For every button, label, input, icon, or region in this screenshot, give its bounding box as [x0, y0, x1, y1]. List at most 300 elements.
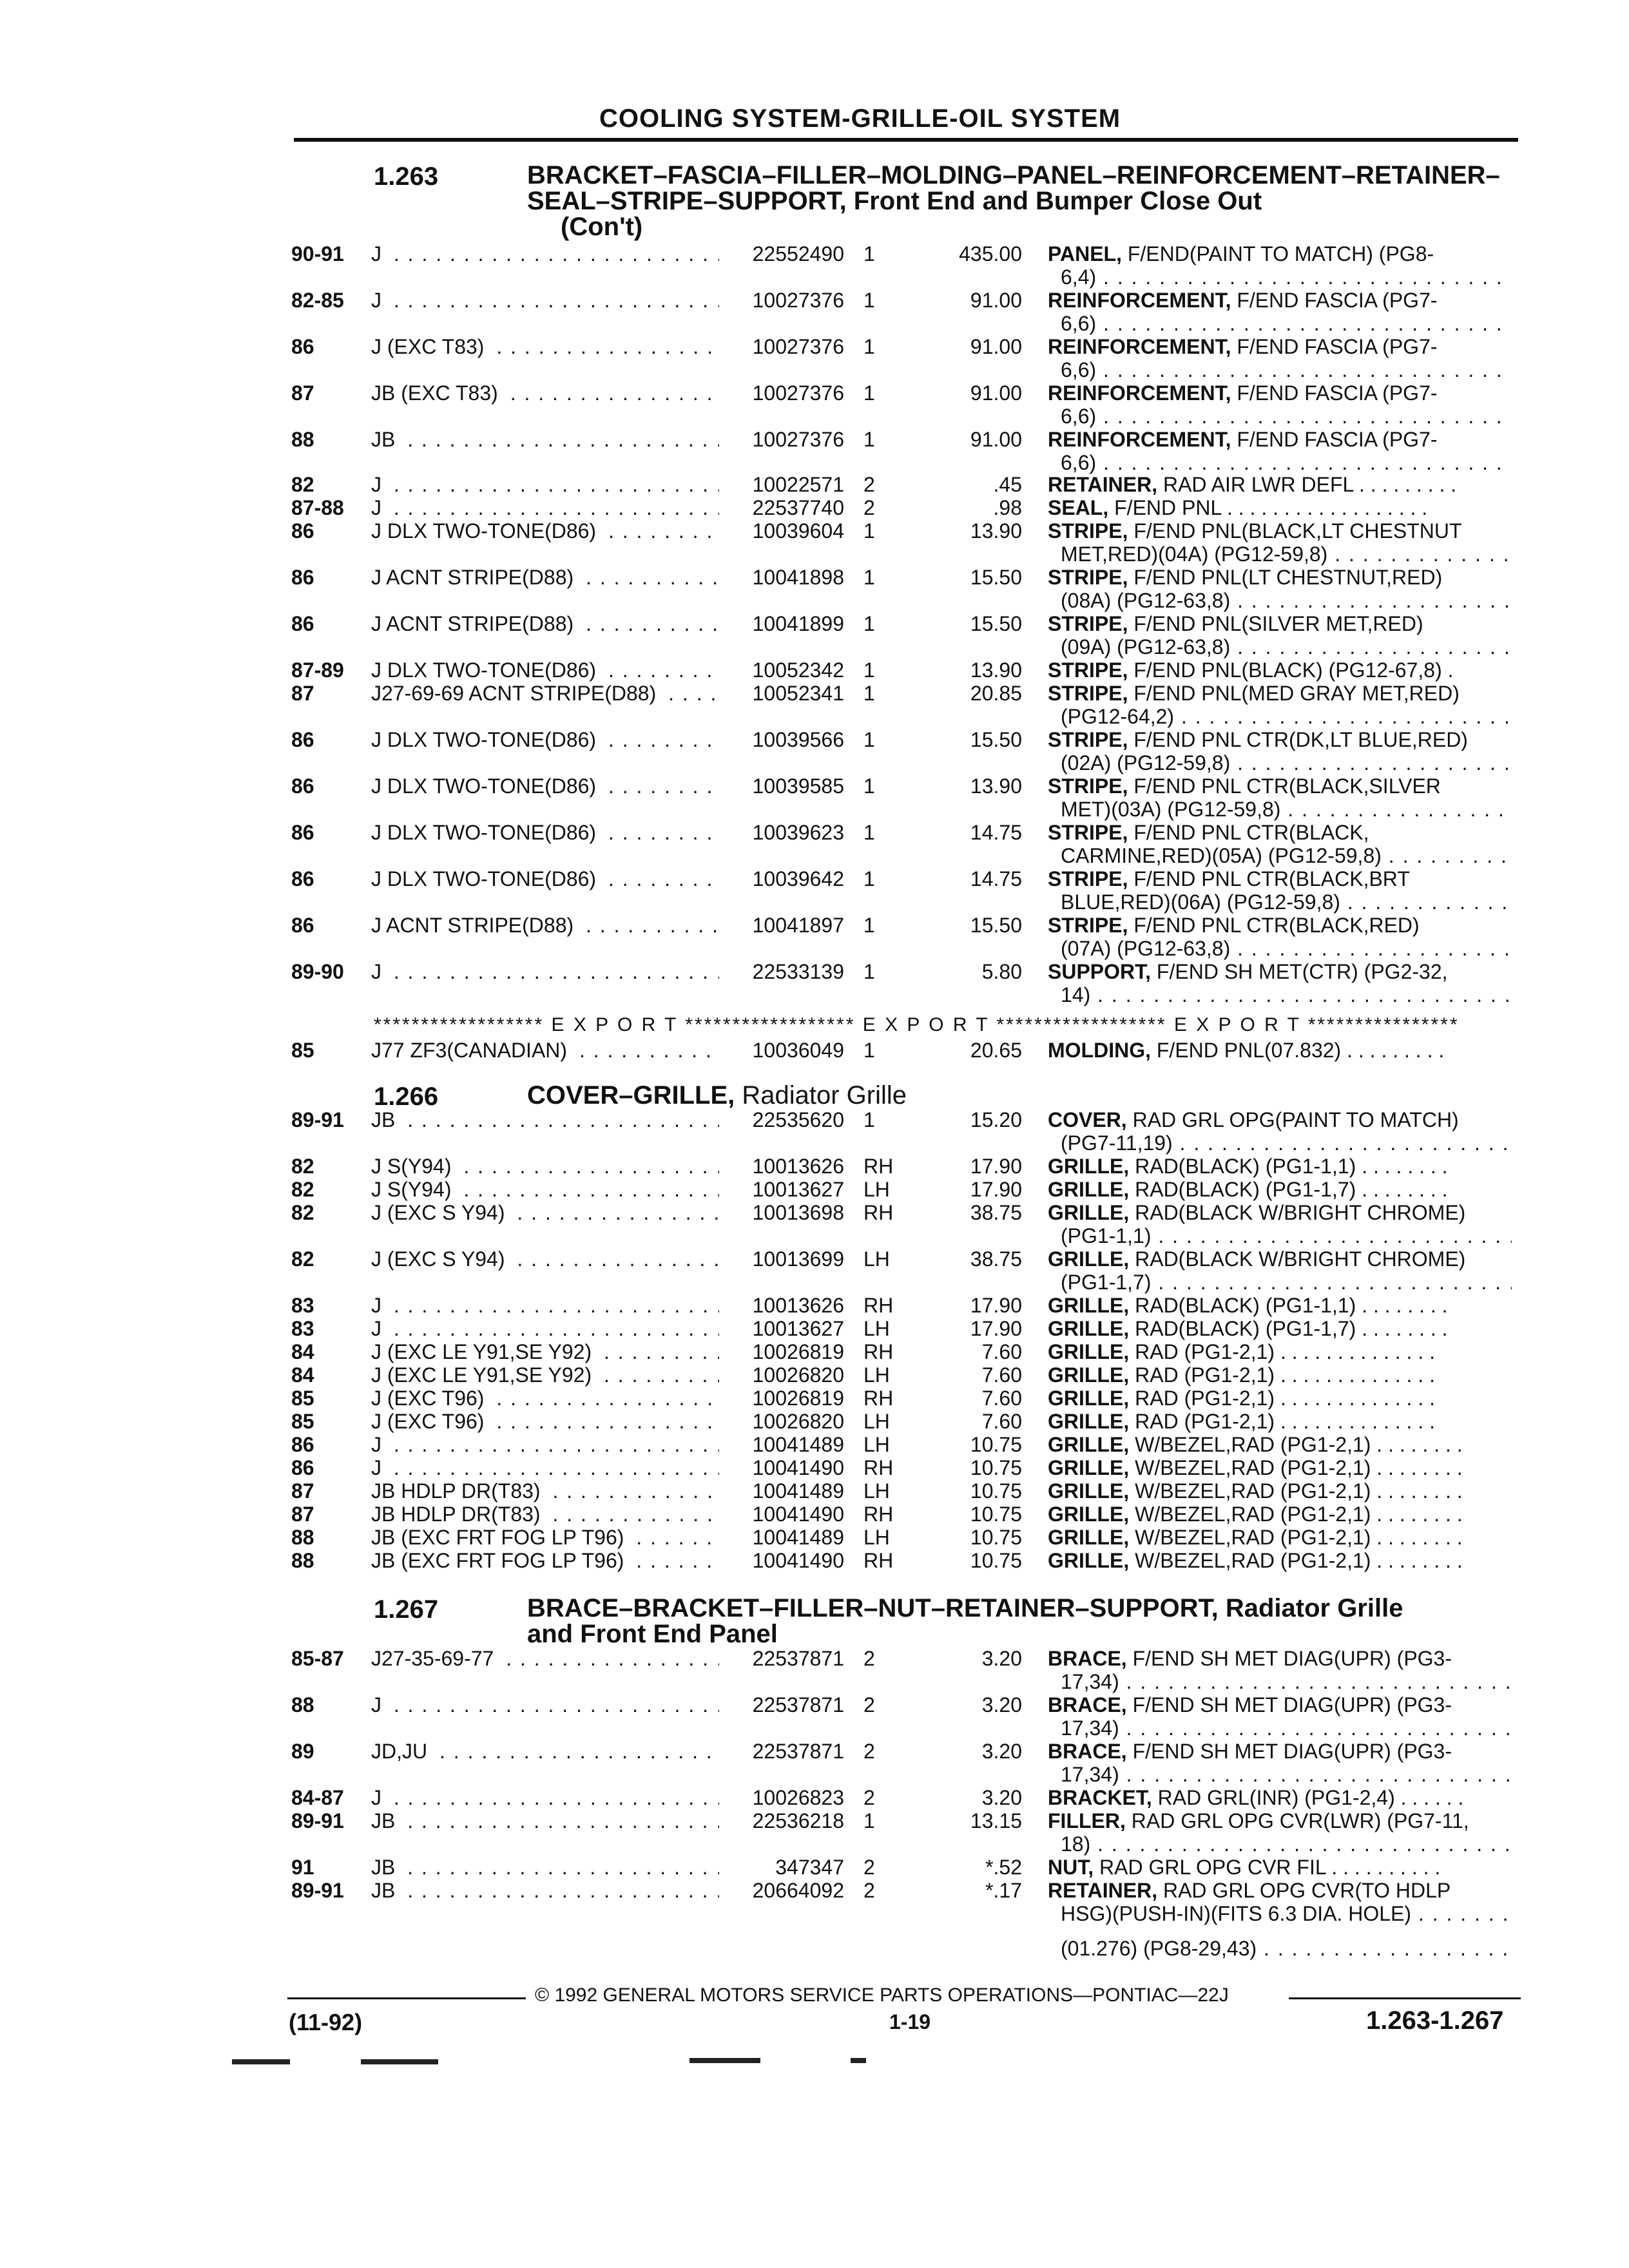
desc-line-1 [1048, 566, 1512, 589]
desc-line-1 [1048, 1879, 1512, 1902]
part-number-cell: 10027376 [724, 428, 844, 451]
description-cell [1048, 1317, 1512, 1340]
desc-line-1 [1048, 914, 1512, 937]
description-cell [1048, 1503, 1512, 1526]
part-number-cell: 10052341 [724, 682, 844, 705]
price-cell: 10.75 [970, 1456, 1022, 1479]
description-cell [1048, 1108, 1512, 1155]
model-cell [371, 428, 719, 451]
model-cell [371, 821, 719, 844]
model-cell [371, 381, 719, 405]
desc-text: RAD (PG1-2,1) . . . . . . . . . . . . . . [1129, 1340, 1435, 1363]
price-cell: 15.20 [970, 1108, 1022, 1131]
desc-text: F/END PNL(BLACK) (PG12-67,8) . [1128, 658, 1454, 682]
part-number-cell: 10041490 [724, 1549, 844, 1572]
desc-text: RAD GRL(INR) (PG1-2,4) . . . . . . [1152, 1786, 1464, 1809]
year-cell: 87 [291, 381, 314, 405]
desc-text: RAD (PG1-2,1) . . . . . . . . . . . . . . [1129, 1363, 1435, 1387]
page-header-title: COOLING SYSTEM-GRILLE-OIL SYSTEM [599, 104, 1121, 133]
desc-text: F/END SH MET(CTR) (PG2-32, [1151, 960, 1448, 983]
model-cell [371, 242, 719, 265]
desc-line-1 [1048, 1549, 1512, 1572]
section-title-bold: BRACE–BRACKET–FILLER–NUT–RETAINER–SUPPORT, [527, 1594, 1219, 1622]
export-label: E X P O R T [862, 1014, 990, 1035]
desc-keyword: GRILLE, [1048, 1363, 1130, 1387]
description-cell [1048, 1809, 1512, 1856]
model-cell [371, 1433, 719, 1456]
year-cell: 82-85 [291, 289, 344, 312]
model-cell [371, 1294, 719, 1317]
price-cell: 38.75 [970, 1247, 1022, 1271]
model-cell [371, 1456, 719, 1479]
year-cell: 86 [291, 821, 314, 844]
model-text: J77 ZF3(CANADIAN) [371, 1039, 572, 1062]
year-cell: 89-90 [291, 960, 344, 983]
price-cell: .98 [993, 496, 1022, 519]
price-cell: 15.50 [970, 728, 1022, 751]
price-cell: 7.60 [981, 1410, 1022, 1433]
model-cell [371, 1647, 719, 1670]
price-cell: 435.00 [959, 242, 1022, 265]
year-cell: 82 [291, 1247, 314, 1271]
description-cell [1048, 1740, 1512, 1786]
quantity-cell: RH [863, 1201, 894, 1224]
desc-text: RAD(BLACK) (PG1-1,1) . . . . . . . . [1129, 1294, 1448, 1317]
export-label: E X P O R T [1173, 1014, 1301, 1035]
model-text: JB [371, 1856, 400, 1879]
desc-text: RAD(BLACK W/BRIGHT CHROME) [1129, 1201, 1466, 1224]
desc-text: F/END FASCIA (PG7- [1231, 289, 1438, 312]
part-number-cell: 22535620 [724, 1108, 844, 1131]
year-cell: 86 [291, 1433, 314, 1456]
section-title-rest: Front End and Bumper Close Out [846, 187, 1262, 215]
footer-page-number: 1-19 [889, 2010, 931, 2033]
desc-text: F/END PNL CTR(DK,LT BLUE,RED) [1128, 728, 1468, 751]
model-cell [371, 1786, 719, 1809]
description-cell [1048, 914, 1512, 960]
part-number-cell: 22533139 [724, 960, 844, 983]
desc-line-1 [1048, 473, 1512, 496]
desc-line-1 [1048, 289, 1512, 312]
desc-keyword: BRACKET, [1048, 1786, 1152, 1809]
part-number-cell: 10036049 [724, 1039, 844, 1062]
model-cell [371, 612, 719, 635]
desc-text: F/END SH MET DIAG(UPR) (PG3- [1126, 1693, 1452, 1716]
part-number-cell: 10013627 [724, 1178, 844, 1201]
desc-keyword: COVER, [1048, 1108, 1127, 1131]
desc-keyword: BRACE, [1048, 1740, 1127, 1763]
model-cell [371, 1809, 719, 1832]
section-title [527, 1595, 1519, 1647]
part-number-cell: 10041490 [724, 1456, 844, 1479]
quantity-cell: 1 [863, 821, 875, 844]
price-cell: 17.90 [970, 1155, 1022, 1178]
model-cell [371, 1155, 719, 1178]
scan-artifact [851, 2058, 866, 2063]
desc-line-1 [1048, 1317, 1512, 1340]
price-cell: 13.90 [970, 774, 1022, 798]
part-number-cell: 10013699 [724, 1247, 844, 1271]
model-text: JB HDLP DR(T83) [371, 1479, 546, 1503]
part-number-cell: 22552490 [724, 242, 844, 265]
part-number-cell: 10013626 [724, 1155, 844, 1178]
model-cell [371, 289, 719, 312]
model-cell [371, 496, 719, 519]
desc-keyword: GRILLE, [1048, 1479, 1130, 1503]
description-cell [1048, 289, 1512, 335]
desc-line-1 [1048, 1526, 1512, 1549]
quantity-cell: LH [863, 1479, 890, 1503]
description-cell [1048, 496, 1512, 519]
desc-text: F/END FASCIA (PG7- [1231, 428, 1438, 451]
desc-text: RAD(BLACK) (PG1-1,1) . . . . . . . . [1129, 1155, 1448, 1178]
model-cell [371, 1526, 719, 1549]
price-cell: 91.00 [970, 335, 1022, 358]
desc-text: RAD AIR LWR DEFL . . . . . . . . . [1157, 473, 1457, 496]
model-cell [371, 1201, 719, 1224]
desc-text: F/END PNL . . . . . . . . . . . . . . . . . . [1108, 496, 1428, 519]
model-text: JB (EXC T83) [371, 381, 503, 405]
year-cell: 85-87 [291, 1647, 344, 1670]
quantity-cell: 1 [863, 289, 875, 312]
desc-line-2: (09A) (PG12-63,8) . . . [1048, 635, 1512, 658]
desc-text: F/END SH MET DIAG(UPR) (PG3- [1126, 1647, 1452, 1670]
model-text: J DLX TWO-TONE(D86) [371, 774, 601, 798]
desc-keyword: GRILLE, [1048, 1178, 1130, 1201]
description-cell [1048, 1549, 1512, 1572]
price-cell: 13.15 [970, 1809, 1022, 1832]
part-number-cell: 10039604 [724, 519, 844, 543]
model-text: J [371, 1786, 387, 1809]
desc-line-2: 6,6) . . . [1048, 405, 1512, 428]
description-cell [1048, 1363, 1512, 1387]
desc-text: F/END PNL CTR(BLACK, [1128, 821, 1369, 844]
desc-text: F/END PNL CTR(BLACK,RED) [1128, 914, 1420, 937]
desc-keyword: STRIPE, [1048, 821, 1128, 844]
year-cell: 87-88 [291, 496, 344, 519]
model-cell [371, 519, 719, 543]
model-cell [371, 1549, 719, 1572]
quantity-cell: RH [863, 1155, 894, 1178]
quantity-cell: LH [863, 1317, 890, 1340]
part-number-cell: 10027376 [724, 381, 844, 405]
desc-line-2: 17,34) . . . [1048, 1670, 1512, 1693]
price-cell: 10.75 [970, 1479, 1022, 1503]
part-number-cell: 10039585 [724, 774, 844, 798]
desc-line-2: (PG1-1,1) . . . [1048, 1224, 1512, 1247]
model-cell [371, 1247, 719, 1271]
desc-line-2: MET)(03A) (PG12-59,8) . . . [1048, 798, 1512, 821]
model-text: J ACNT STRIPE(D88) [371, 914, 579, 937]
desc-line-2: (01.276) (PG8-29,43) . . . [1061, 1937, 1512, 1960]
footer-date: (11-92) [289, 2009, 363, 2035]
description-cell [1048, 960, 1512, 1006]
section-number: 1.267 [374, 1595, 439, 1624]
part-number-cell: 22536218 [724, 1809, 844, 1832]
footer-rule-right [1289, 1997, 1521, 1999]
year-cell: 83 [291, 1317, 314, 1340]
section-title-cont: (Con't) [561, 213, 643, 241]
desc-line-1 [1048, 1201, 1512, 1224]
section-title-bold: COVER–GRILLE, [527, 1081, 735, 1110]
model-cell [371, 682, 719, 705]
quantity-cell: 1 [863, 914, 875, 937]
description-cell [1048, 1201, 1512, 1247]
model-text: JB [371, 1108, 400, 1131]
model-cell [371, 1479, 719, 1503]
desc-line-1 [1048, 1856, 1512, 1879]
model-cell [371, 960, 719, 983]
desc-line-1 [1048, 728, 1512, 751]
part-number-cell: 10041489 [724, 1433, 844, 1456]
quantity-cell: LH [863, 1410, 890, 1433]
desc-line-1 [1048, 242, 1512, 265]
year-cell: 86 [291, 867, 314, 890]
part-number-cell: 10039566 [724, 728, 844, 751]
desc-line-1 [1048, 381, 1512, 405]
quantity-cell: 1 [863, 728, 875, 751]
quantity-cell: RH [863, 1456, 894, 1479]
quantity-cell: RH [863, 1549, 894, 1572]
section-title-rest: Radiator Grille [735, 1081, 907, 1110]
description-cell [1048, 682, 1512, 728]
quantity-cell: LH [863, 1363, 890, 1387]
price-cell: 3.20 [981, 1786, 1022, 1809]
desc-keyword: STRIPE, [1048, 566, 1128, 589]
desc-keyword: NUT, [1048, 1856, 1094, 1879]
model-cell [371, 1693, 719, 1716]
price-cell: 5.80 [981, 960, 1022, 983]
desc-line-1 [1048, 960, 1512, 983]
section-title [527, 1082, 1519, 1108]
year-cell: 88 [291, 1526, 314, 1549]
model-text: JB HDLP DR(T83) [371, 1503, 546, 1526]
description-cell [1048, 1433, 1512, 1456]
export-divider: ****************** E X P O R T ****************** E X P O R T ****************** E X P O R T **************** [374, 1014, 1460, 1035]
desc-keyword: STRIPE, [1048, 867, 1128, 890]
desc-text: RAD(BLACK) (PG1-1,7) . . . . . . . . [1129, 1317, 1448, 1340]
year-cell: 82 [291, 1155, 314, 1178]
quantity-cell: 2 [863, 1786, 875, 1809]
desc-keyword: SUPPORT, [1048, 960, 1152, 983]
model-cell [371, 1856, 719, 1879]
desc-line-1 [1048, 1693, 1512, 1716]
desc-line-2: 14) . . . [1048, 983, 1512, 1006]
year-cell: 85 [291, 1387, 314, 1410]
quantity-cell: 1 [863, 519, 875, 543]
price-cell: *.17 [985, 1879, 1022, 1902]
desc-line-1 [1048, 1387, 1512, 1410]
desc-line-1 [1048, 867, 1512, 890]
desc-line-1 [1048, 658, 1512, 682]
desc-line-2: (02A) (PG12-59,8) . . . [1048, 751, 1512, 774]
desc-line-1 [1048, 335, 1512, 358]
model-text: JB (EXC FRT FOG LP T96) [371, 1549, 629, 1572]
desc-text: F/END PNL(BLACK,LT CHESTNUT [1128, 519, 1462, 543]
desc-line-1 [1048, 519, 1512, 543]
description-cell [1048, 335, 1512, 381]
desc-keyword: REINFORCEMENT, [1048, 289, 1231, 312]
model-cell [371, 1740, 719, 1763]
desc-line-1 [1048, 428, 1512, 451]
description-cell [1048, 566, 1512, 612]
desc-line-1 [1048, 1740, 1512, 1763]
desc-keyword: REINFORCEMENT, [1048, 428, 1231, 451]
description-cell [1048, 1456, 1512, 1479]
desc-line-1 [1048, 1039, 1512, 1062]
model-text: JB [371, 1809, 400, 1832]
model-cell [371, 1039, 719, 1062]
year-cell: 89-91 [291, 1108, 344, 1131]
model-cell [371, 867, 719, 890]
desc-line-2: (PG12-64,2) . . . [1048, 705, 1512, 728]
desc-keyword: STRIPE, [1048, 914, 1128, 937]
header-rule [294, 138, 1518, 142]
quantity-cell: 2 [863, 496, 875, 519]
part-number-cell: 10041897 [724, 914, 844, 937]
model-cell [371, 473, 719, 496]
desc-line-1 [1048, 1108, 1512, 1131]
model-cell [371, 1879, 719, 1902]
price-cell: 13.90 [970, 519, 1022, 543]
desc-keyword: STRIPE, [1048, 774, 1128, 798]
section-title-bold: BRACKET–FASCIA–FILLER–MOLDING–PANEL–REINFORCEMENT–RETAINER–SEAL–STRIPE–SUPPORT, [527, 161, 1500, 215]
part-number-cell: 10041899 [724, 612, 844, 635]
part-number-cell: 10027376 [724, 289, 844, 312]
model-text: J [371, 473, 387, 496]
desc-line-2: 17,34) . . . [1048, 1716, 1512, 1740]
desc-line-1 [1048, 1456, 1512, 1479]
desc-keyword: STRIPE, [1048, 612, 1128, 635]
model-text: J DLX TWO-TONE(D86) [371, 728, 601, 751]
part-number-cell: 22537871 [724, 1693, 844, 1716]
model-text: J [371, 1433, 387, 1456]
part-number-cell: 22537871 [724, 1740, 844, 1763]
year-cell: 90-91 [291, 242, 344, 265]
price-cell: .45 [993, 473, 1022, 496]
price-cell: *.52 [985, 1856, 1022, 1879]
year-cell: 87-89 [291, 658, 344, 682]
price-cell: 91.00 [970, 289, 1022, 312]
description-cell [1048, 1387, 1512, 1410]
desc-text: F/END PNL(LT CHESTNUT,RED) [1128, 566, 1443, 589]
desc-line-1 [1048, 1363, 1512, 1387]
model-cell [371, 774, 719, 798]
price-cell: 38.75 [970, 1201, 1022, 1224]
desc-text: F/END PNL CTR(BLACK,SILVER [1128, 774, 1441, 798]
model-text: J [371, 1693, 387, 1716]
year-cell: 82 [291, 1178, 314, 1201]
desc-line-1 [1048, 1479, 1512, 1503]
desc-text: RAD GRL OPG(PAINT TO MATCH) [1126, 1108, 1459, 1131]
desc-line-2: CARMINE,RED)(05A) (PG12-59,8) . . . [1048, 844, 1512, 867]
model-cell [371, 335, 719, 358]
desc-text: F/END PNL CTR(BLACK,BRT [1128, 867, 1410, 890]
quantity-cell: 1 [863, 612, 875, 635]
desc-keyword: GRILLE, [1048, 1526, 1130, 1549]
description-cell [1048, 867, 1512, 914]
quantity-cell: 1 [863, 1108, 875, 1131]
model-text: J27-35-69-77 [371, 1647, 499, 1670]
desc-line-1 [1048, 1786, 1512, 1809]
model-text: J (EXC S Y94) [371, 1247, 510, 1271]
desc-line-1 [1048, 821, 1512, 844]
year-cell: 89 [291, 1740, 314, 1763]
price-cell: 10.75 [970, 1503, 1022, 1526]
price-cell: 91.00 [970, 428, 1022, 451]
model-text: J S(Y94) [371, 1155, 456, 1178]
price-cell: 15.50 [970, 566, 1022, 589]
year-cell: 86 [291, 1456, 314, 1479]
model-text: JB [371, 428, 400, 451]
desc-text: RAD GRL OPG CVR(TO HDLP [1157, 1879, 1451, 1902]
model-text: J DLX TWO-TONE(D86) [371, 519, 601, 543]
desc-keyword: STRIPE, [1048, 682, 1128, 705]
model-text: J (EXC LE Y91,SE Y92) [371, 1363, 597, 1387]
desc-line-1 [1048, 1433, 1512, 1456]
desc-line-2: 17,34) . . . [1048, 1763, 1512, 1786]
desc-text: RAD(BLACK W/BRIGHT CHROME) [1129, 1247, 1466, 1271]
quantity-cell: 1 [863, 335, 875, 358]
model-text: J [371, 1456, 387, 1479]
price-cell: 3.20 [981, 1740, 1022, 1763]
model-text: J DLX TWO-TONE(D86) [371, 821, 601, 844]
description-cell [1048, 1247, 1512, 1294]
description-cell [1048, 242, 1512, 289]
export-label: E X P O R T [551, 1014, 678, 1035]
quantity-cell: 2 [863, 1856, 875, 1879]
desc-text: F/END PNL(MED GRAY MET,RED) [1128, 682, 1460, 705]
scan-artifact [689, 2058, 760, 2063]
desc-line-1 [1048, 682, 1512, 705]
description-cell [1048, 821, 1512, 867]
desc-line-2: (PG7-11,19) . . . [1048, 1131, 1512, 1155]
year-cell: 86 [291, 774, 314, 798]
desc-text: RAD (PG1-2,1) . . . . . . . . . . . . . . [1129, 1410, 1435, 1433]
part-number-cell: 10026823 [724, 1786, 844, 1809]
desc-text: RAD GRL OPG CVR(LWR) (PG7-11, [1125, 1809, 1469, 1832]
model-cell [371, 1178, 719, 1201]
desc-line-2: 6,4) . . . [1048, 265, 1512, 289]
footer-rule-left [287, 1997, 526, 1999]
price-cell: 10.75 [970, 1526, 1022, 1549]
part-number-cell: 10022571 [724, 473, 844, 496]
quantity-cell: 2 [863, 473, 875, 496]
desc-line-2: (08A) (PG12-63,8) . . . [1048, 589, 1512, 612]
description-cell [1048, 519, 1512, 566]
description-cell [1048, 1155, 1512, 1178]
desc-line-2: 6,6) . . . [1048, 451, 1512, 474]
quantity-cell: 1 [863, 682, 875, 705]
model-cell [371, 728, 719, 751]
price-cell: 10.75 [970, 1433, 1022, 1456]
description-cell [1048, 1294, 1512, 1317]
desc-text: W/BEZEL,RAD (PG1-2,1) . . . . . . . . [1129, 1456, 1463, 1479]
desc-line-2: (PG1-1,7) . . . [1048, 1271, 1512, 1294]
quantity-cell: 1 [863, 566, 875, 589]
quantity-cell: RH [863, 1387, 894, 1410]
desc-text: W/BEZEL,RAD (PG1-2,1) . . . . . . . . [1129, 1549, 1463, 1572]
quantity-cell: 1 [863, 1809, 875, 1832]
model-text: J (EXC T96) [371, 1410, 489, 1433]
footer-section-range: 1.263-1.267 [1366, 2006, 1504, 2035]
section-title [527, 162, 1519, 240]
quantity-cell: 1 [863, 960, 875, 983]
year-cell: 91 [291, 1856, 314, 1879]
quantity-cell: 1 [863, 867, 875, 890]
part-number-cell: 10013626 [724, 1294, 844, 1317]
desc-keyword: STRIPE, [1048, 728, 1128, 751]
